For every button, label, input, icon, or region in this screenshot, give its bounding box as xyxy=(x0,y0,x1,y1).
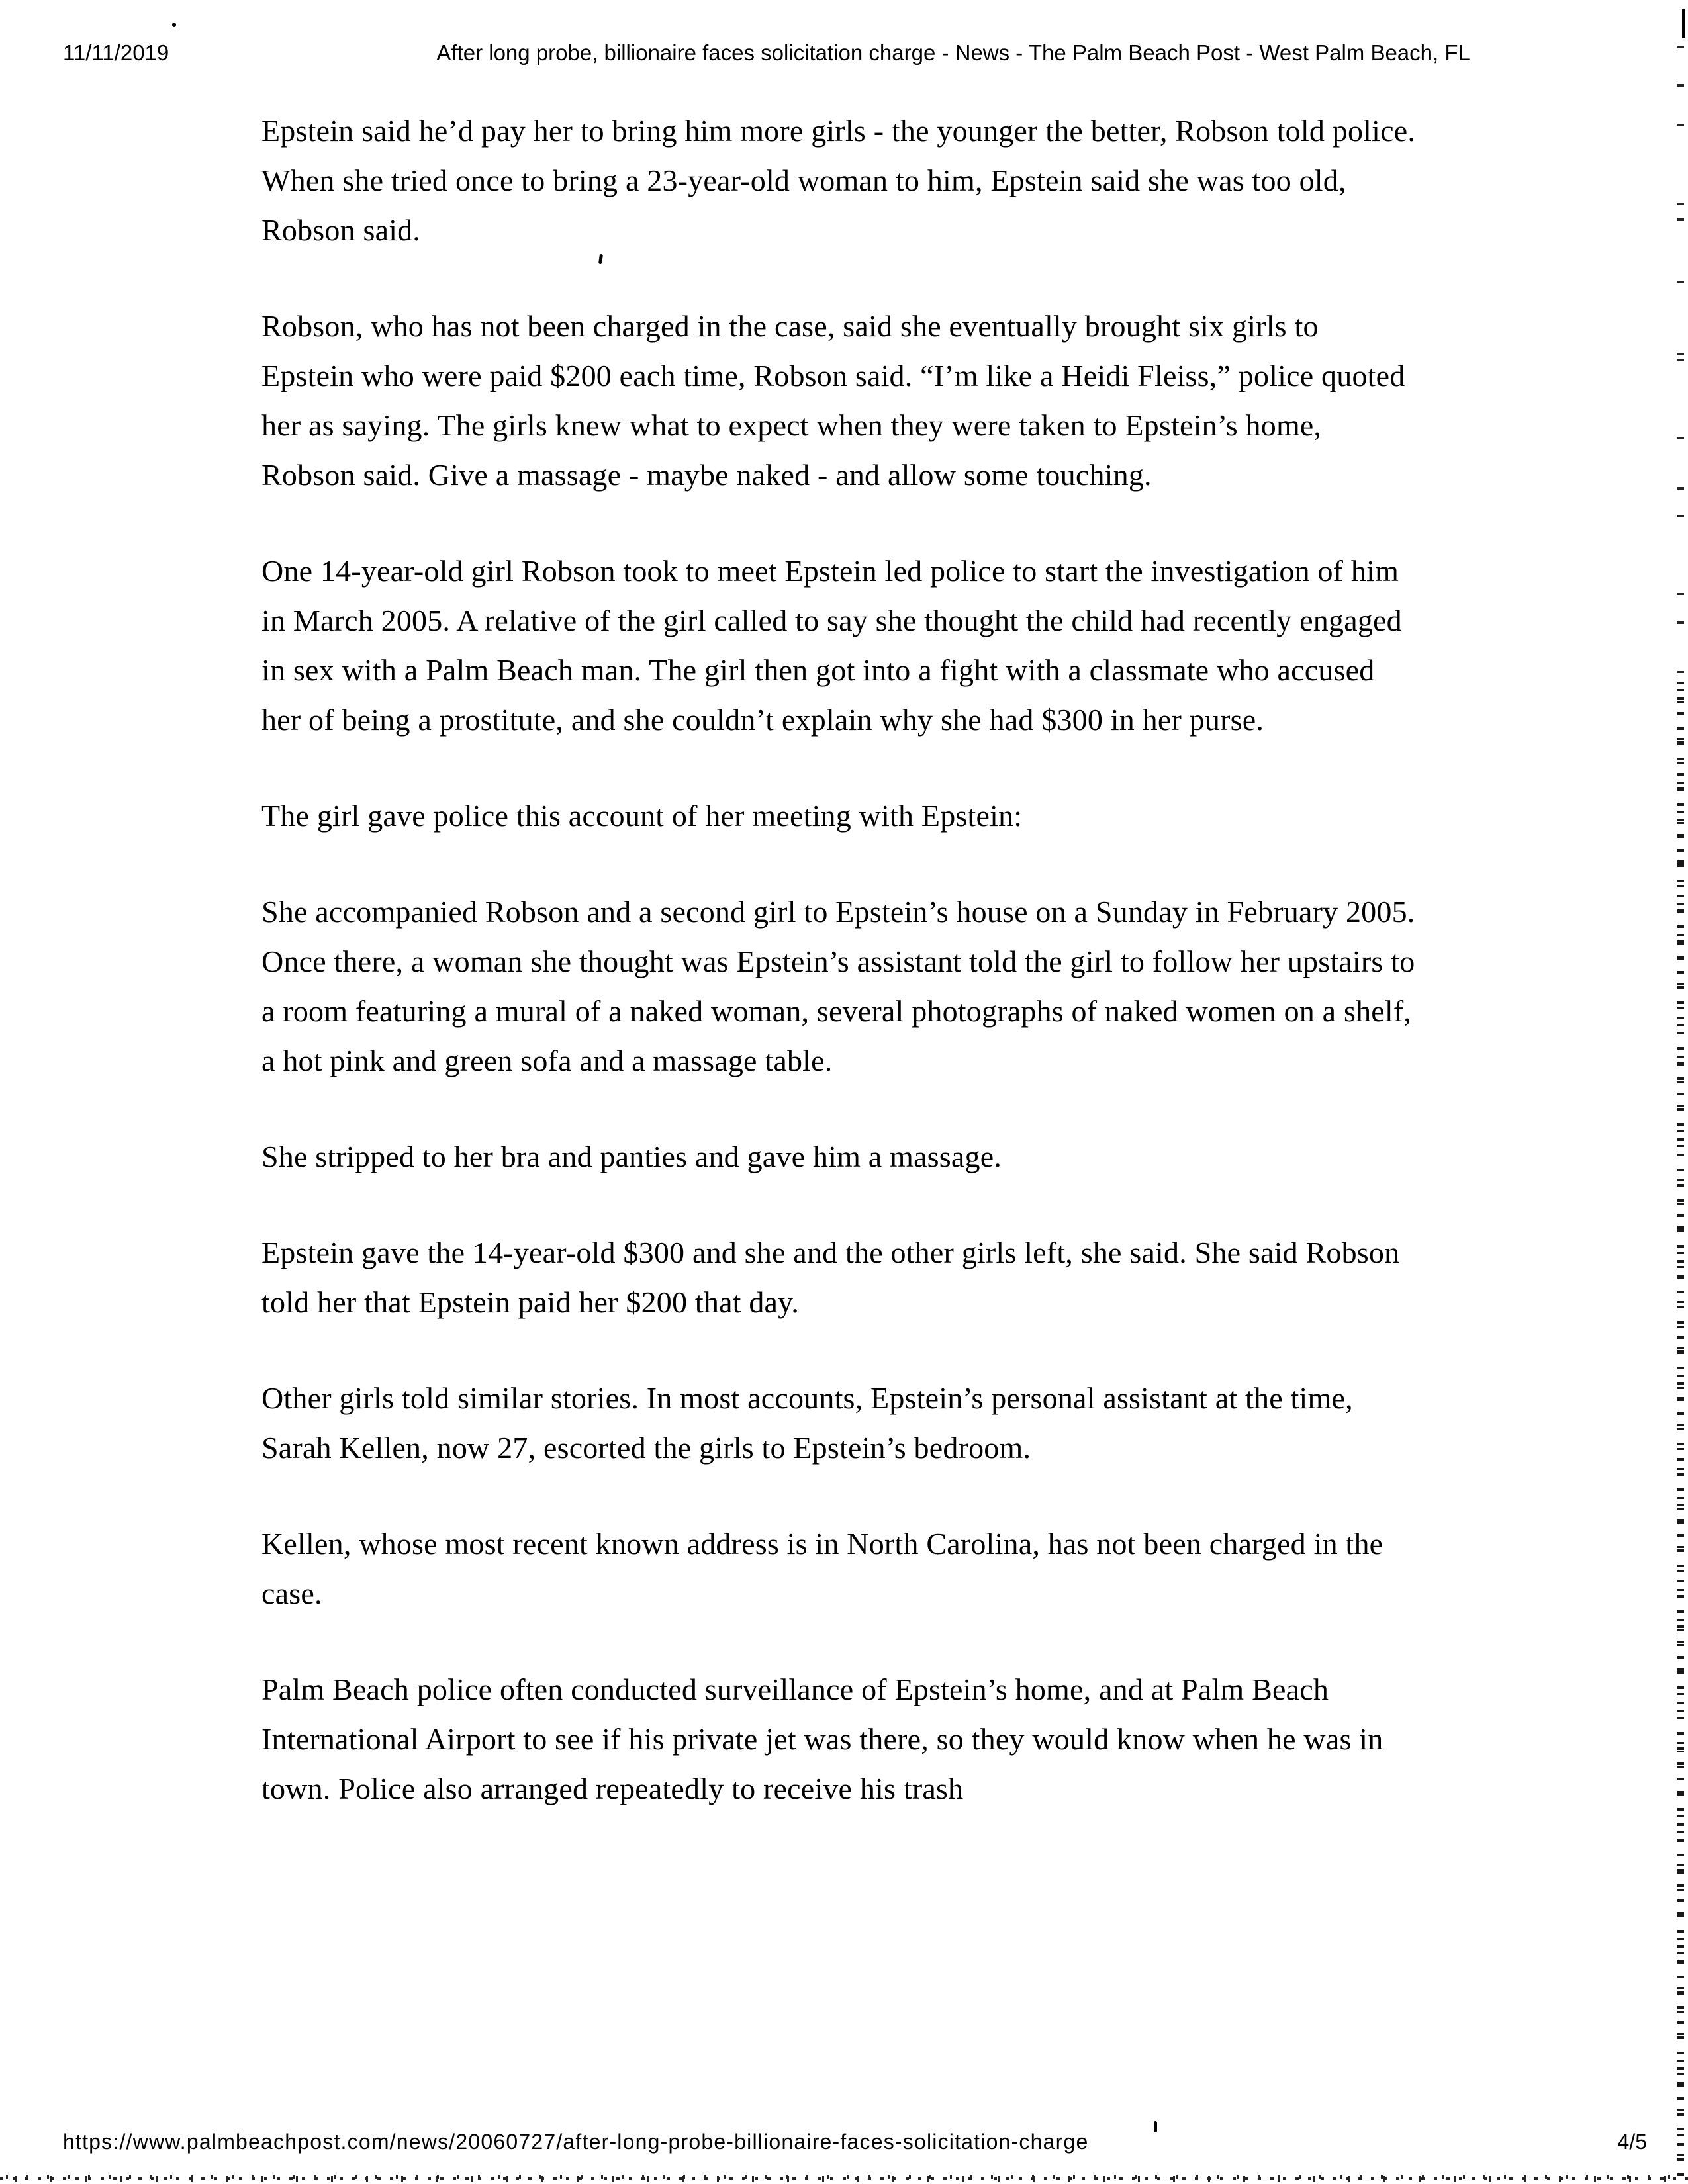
print-header xyxy=(63,40,1625,66)
scan-edge-noise xyxy=(1677,46,1684,682)
print-date: 11/11/2019 xyxy=(63,40,169,65)
source-url: https://www.palmbeachpost.com/news/20060727/after-long-probe-billionaire-faces-solicitation-charge xyxy=(63,2130,1089,2154)
article-body xyxy=(261,106,1417,1860)
print-footer xyxy=(63,2130,1647,2154)
page-indicator: 4/5 xyxy=(1617,2130,1647,2154)
document-title: After long probe, billionaire faces solicitation charge - News - The Palm Beach Post - West Palm Beach, FL xyxy=(436,40,1470,65)
scan-edge-line xyxy=(1682,9,1685,38)
scan-edge-noise xyxy=(1677,682,1684,2177)
scan-artifact-mark xyxy=(1154,2121,1157,2132)
article-paragraph: One 14-year-old girl Robson took to meet Epstein led police to start the investigation of him in March 2005. A relative of the girl called to say she thought the child had recently engaged in sex with a Palm Beach man. The girl then got into a fight with a classmate who accused her of being a prostitute, and she couldn’t explain why she had $300 in her purse. xyxy=(261,554,1402,737)
scan-artifact-dot xyxy=(172,23,176,27)
article-paragraph: Epstein said he’d pay her to bring him more girls - the younger the better, Robson told police. When she tried once to bring a 23-year-old woman to him, Epstein said she was too old, Robson said. xyxy=(261,114,1416,247)
article-paragraph: Epstein gave the 14-year-old $300 and she and the other girls left, she said. She said Robson told her that Epstein paid her $200 that day. xyxy=(261,1236,1400,1319)
article-paragraph: She accompanied Robson and a second girl to Epstein’s house on a Sunday in February 2005. Once there, a woman she thought was Epstein’s assistant told the girl to follow her upstairs to a room featuring a mural of a naked woman, several photographs of naked women on a shelf, a hot pink and green sofa and a massage table. xyxy=(261,895,1415,1077)
article-paragraph: Other girls told similar stories. In most accounts, Epstein’s personal assistant at the time, Sarah Kellen, now 27, escorted the girls to Epstein’s bedroom. xyxy=(261,1381,1353,1465)
scan-bottom-noise xyxy=(0,2175,1688,2182)
article-paragraph: Palm Beach police often conducted surveillance of Epstein’s home, and at Palm Beach International Airport to see if his private jet was there, so they would know when he was in town. Police also arranged repeatedly to receive his trash xyxy=(261,1672,1383,1805)
article-paragraph: Kellen, whose most recent known address is in North Carolina, has not been charged in the case. xyxy=(261,1527,1383,1610)
article-paragraph: Robson, who has not been charged in the case, said she eventually brought six girls to Epstein who were paid $200 each time, Robson said. “I’m like a Heidi Fleiss,” police quoted her as saying. The girls knew what to expect when they were taken to Epstein’s home, Robson said. Give a massage - maybe naked - and allow some touching. xyxy=(261,309,1405,492)
article-paragraph: The girl gave police this account of her meeting with Epstein: xyxy=(261,799,1023,833)
article-paragraph: She stripped to her bra and panties and gave him a massage. xyxy=(261,1140,1002,1173)
